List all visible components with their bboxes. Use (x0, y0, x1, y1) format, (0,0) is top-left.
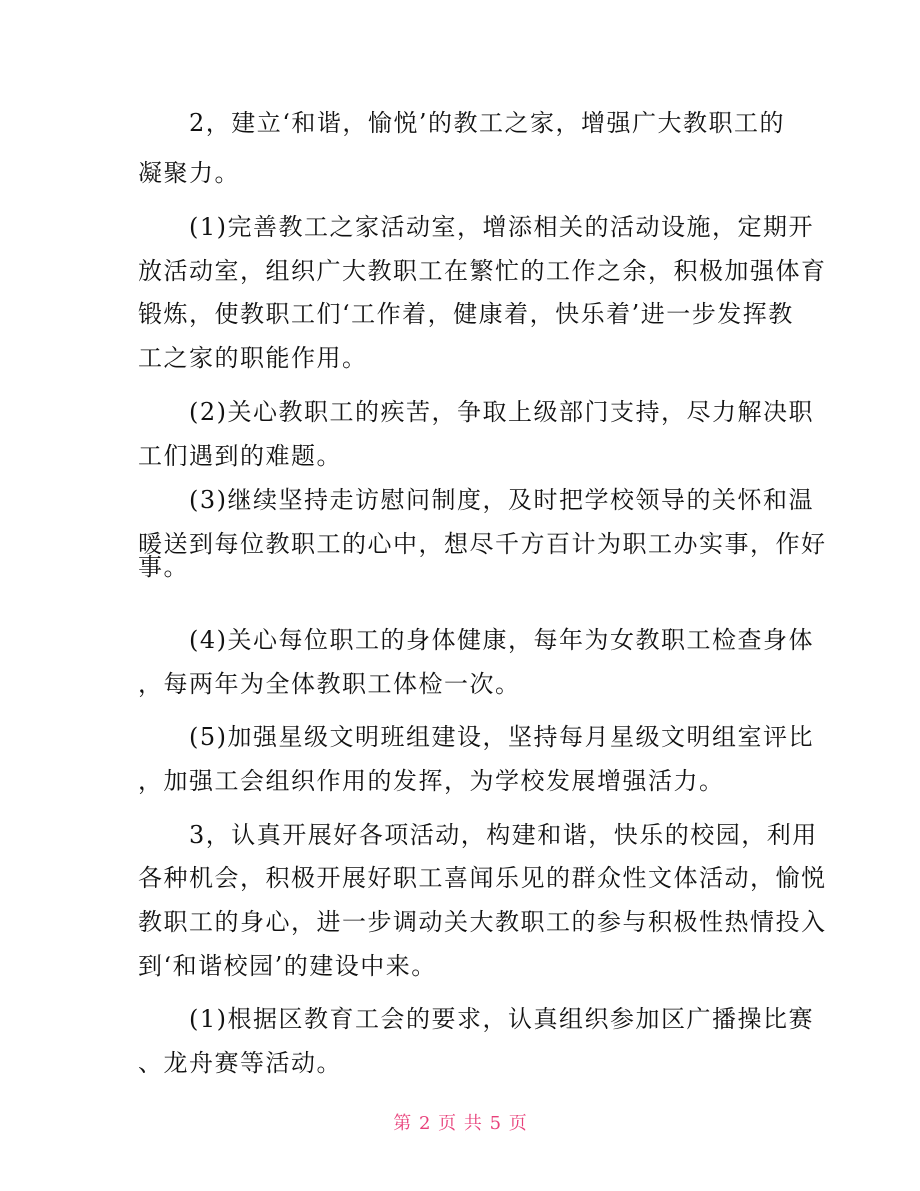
text-line: ，每两年为全体教职工体检一次。 (138, 670, 521, 698)
text-line: 暖送到每位教职工的心中，想尽千方百计为职工办实事，作好 (138, 530, 827, 558)
text-line: (3)继续坚持走访慰问制度，及时把学校领导的关怀和温 (138, 486, 814, 514)
text-line: (5)加强星级文明班组建设，坚持每月星级文明组室评比 (138, 723, 814, 751)
text-line: 3，认真开展好各项活动，构建和谐，快乐的校园，利用 (138, 821, 818, 849)
text-line: 教职工的身心，进一步调动关大教职工的参与积极性热情投入 (138, 908, 827, 936)
text-line: (2)关心教职工的疾苦，争取上级部门支持，尽力解决职 (138, 398, 814, 426)
text-line: 工之家的职能作用。 (138, 344, 368, 372)
text-line: 事。 (138, 553, 189, 581)
text-line: (4)关心每位职工的身体健康，每年为女教职工检查身体 (138, 626, 814, 654)
text-line: 、龙舟赛等活动。 (138, 1049, 342, 1077)
text-line: 锻炼，使教职工们‘工作着，健康着，快乐着’进一步发挥教 (138, 300, 794, 328)
text-line: 各种机会，积极开展好职工喜闻乐见的群众性文体活动，愉悦 (138, 864, 827, 892)
text-line: (1)根据区教育工会的要求，认真组织参加区广播操比赛 (138, 1005, 814, 1033)
page-number-footer: 第 2 页 共 5 页 (393, 1113, 527, 1134)
text-line: 放活动室，组织广大教职工在繁忙的工作之余，积极加强体育 (138, 257, 827, 285)
text-line: ，加强工会组织作用的发挥，为学校发展增强活力。 (138, 767, 725, 795)
text-line: 凝聚力。 (138, 159, 240, 187)
text-line: 2，建立‘和谐，愉悦’的教工之家，增强广大教职工的 (138, 109, 786, 137)
text-line: 到‘和谐校园’的建设中来。 (138, 952, 437, 980)
text-line: 工们遇到的难题。 (138, 442, 342, 470)
text-line: (1)完善教工之家活动室，增添相关的活动设施，定期开 (138, 213, 814, 241)
